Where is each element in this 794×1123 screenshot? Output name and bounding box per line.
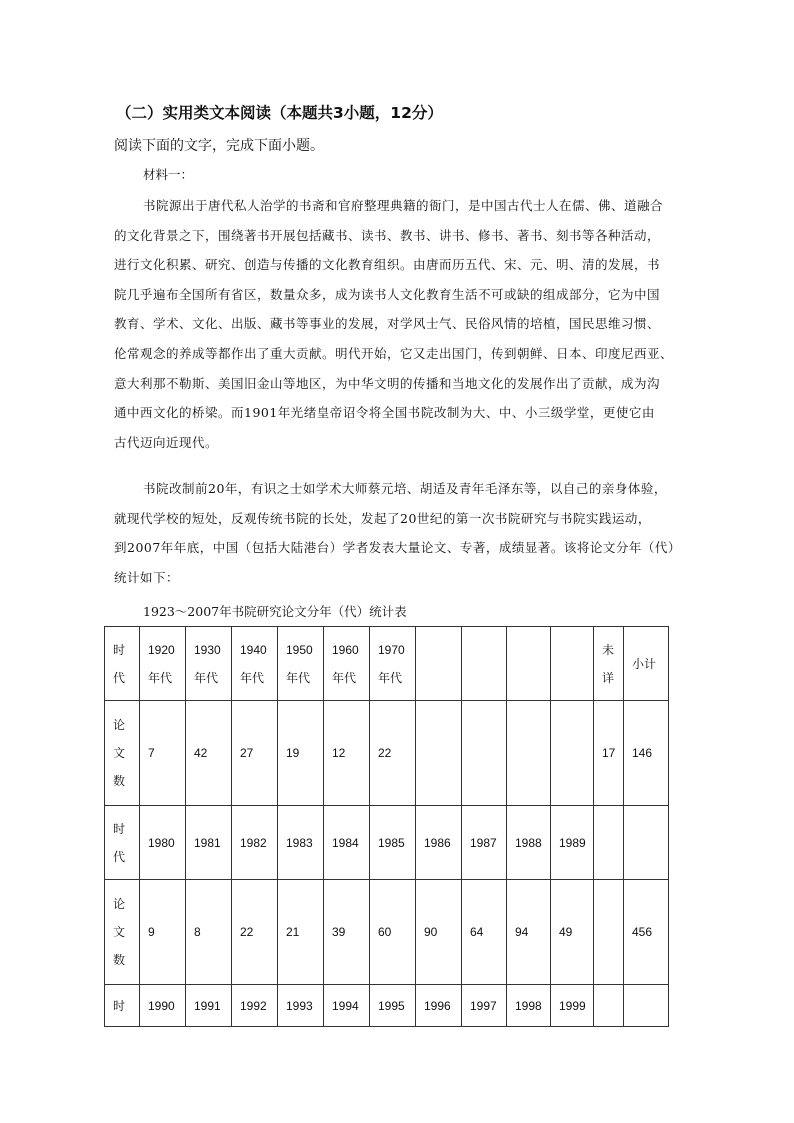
decade-header: 1960 年代	[324, 627, 370, 701]
table-row	[105, 627, 669, 701]
year-cell: 1999	[551, 985, 594, 1027]
count-cell	[551, 701, 594, 806]
subtotal-count: 146	[624, 701, 669, 806]
year-cell: 1987	[462, 806, 507, 880]
decade-header: 1930 年代	[186, 627, 232, 701]
year-cell: 1994	[324, 985, 370, 1027]
unknown-count	[594, 880, 624, 985]
decade-header: 1950 年代	[278, 627, 324, 701]
count-cell: 42	[186, 701, 232, 806]
paragraph-line: 教育、学术、文化、出版、藏书等事业的发展，对学风士气、民俗风情的培植，国民思维习惯、	[114, 316, 661, 332]
row-label-count: 论 文 数	[105, 880, 140, 985]
year-cell: 1992	[232, 985, 278, 1027]
year-cell: 1981	[186, 806, 232, 880]
year-cell: 1982	[232, 806, 278, 880]
paragraph-line: 古代迈向近现代。	[114, 434, 219, 450]
material-label: 材料一：	[143, 167, 194, 182]
count-cell: 12	[324, 701, 370, 806]
decade-header	[507, 627, 551, 701]
paragraph-line: 通中西文化的桥梁。而1901年光绪皇帝诏令将全国书院改制为大、中、小三级学堂，更使它由	[114, 405, 655, 421]
count-cell: 21	[278, 880, 324, 985]
count-cell: 19	[278, 701, 324, 806]
year-cell: 1993	[278, 985, 324, 1027]
count-cell: 64	[462, 880, 507, 985]
subtotal-header: 小计	[624, 627, 669, 701]
decade-header: 1940 年代	[232, 627, 278, 701]
count-cell: 22	[370, 701, 416, 806]
table-caption: 1923～2007年书院研究论文分年（代）统计表	[143, 604, 407, 619]
row-label-era: 时 代	[105, 806, 140, 880]
count-cell: 49	[551, 880, 594, 985]
count-cell	[462, 701, 507, 806]
count-cell: 90	[416, 880, 462, 985]
table-row	[105, 806, 669, 880]
year-cell: 1991	[186, 985, 232, 1027]
empty-cell	[624, 806, 669, 880]
paragraph-line: 就现代学校的短处，反观传统书院的长处，发起了20世纪的第一次书院研究与书院实践运动，	[114, 510, 651, 526]
row-label-era: 时	[105, 985, 140, 1027]
count-cell: 8	[186, 880, 232, 985]
decade-header	[416, 627, 462, 701]
paragraph-line: 意大利那不勒斯、美国旧金山等地区，为中华文明的传播和当地文化的发展作出了贡献，成为沟	[114, 375, 661, 391]
paragraph-line: 统计如下：	[114, 569, 180, 585]
decade-header	[462, 627, 507, 701]
count-cell	[507, 701, 551, 806]
year-cell: 1985	[370, 806, 416, 880]
year-cell: 1989	[551, 806, 594, 880]
year-cell: 1988	[507, 806, 551, 880]
table-row	[105, 701, 669, 806]
decade-header: 1920 年代	[140, 627, 186, 701]
count-cell: 39	[324, 880, 370, 985]
year-cell: 1980	[140, 806, 186, 880]
paragraph-line: 书院改制前20年，有识之士如学术大师蔡元培、胡适及青年毛泽东等，以自己的亲身体验，	[143, 481, 667, 496]
year-cell: 1983	[278, 806, 324, 880]
unknown-header: 未 详	[594, 627, 624, 701]
statistics-table	[104, 626, 669, 1027]
paragraph-line: 到2007年年底，中国（包括大陆港台）学者发表大量论文、专著，成绩显著。该将论文分年（代）	[114, 540, 681, 556]
empty-cell	[624, 985, 669, 1027]
year-cell: 1986	[416, 806, 462, 880]
empty-cell	[594, 985, 624, 1027]
row-label-count: 论 文 数	[105, 701, 140, 806]
instruction-text: 阅读下面的文字，完成下面小题。	[114, 138, 324, 154]
table-row	[105, 985, 669, 1027]
paragraph-line: 书院源出于唐代私人治学的书斋和官府整理典籍的衙门，是中国古代士人在儒、佛、道融合	[143, 198, 664, 213]
year-cell: 1984	[324, 806, 370, 880]
empty-cell	[594, 806, 624, 880]
paragraph-line: 进行文化积累、研究、创造与传播的文化教育组织。由唐而历五代、宋、元、明、清的发展，书	[114, 257, 661, 273]
count-cell: 9	[140, 880, 186, 985]
decade-header	[551, 627, 594, 701]
year-cell: 1997	[462, 985, 507, 1027]
count-cell: 94	[507, 880, 551, 985]
count-cell: 22	[232, 880, 278, 985]
paragraph-line: 院几乎遍布全国所有省区，数量众多，成为读书人文化教育生活不可或缺的组成部分，它为中国	[114, 286, 661, 302]
count-cell	[416, 701, 462, 806]
paragraph-line: 的文化背景之下，围绕著书开展包括藏书、读书、教书、讲书、修书、著书、刻书等各种活动，	[114, 227, 661, 243]
unknown-count: 17	[594, 701, 624, 806]
year-cell: 1998	[507, 985, 551, 1027]
year-cell: 1990	[140, 985, 186, 1027]
year-cell: 1995	[370, 985, 416, 1027]
row-label-era: 时 代	[105, 627, 140, 701]
section-heading: （二）实用类文本阅读（本题共3小题，12分）	[116, 104, 443, 122]
decade-header: 1970 年代	[370, 627, 416, 701]
count-cell: 60	[370, 880, 416, 985]
table-row	[105, 880, 669, 985]
count-cell: 27	[232, 701, 278, 806]
year-cell: 1996	[416, 985, 462, 1027]
subtotal-count: 456	[624, 880, 669, 985]
paragraph-line: 伦常观念的养成等都作出了重大贡献。明代开始，它又走出国门，传到朝鲜、日本、印度尼西亚、	[114, 346, 674, 361]
count-cell: 7	[140, 701, 186, 806]
